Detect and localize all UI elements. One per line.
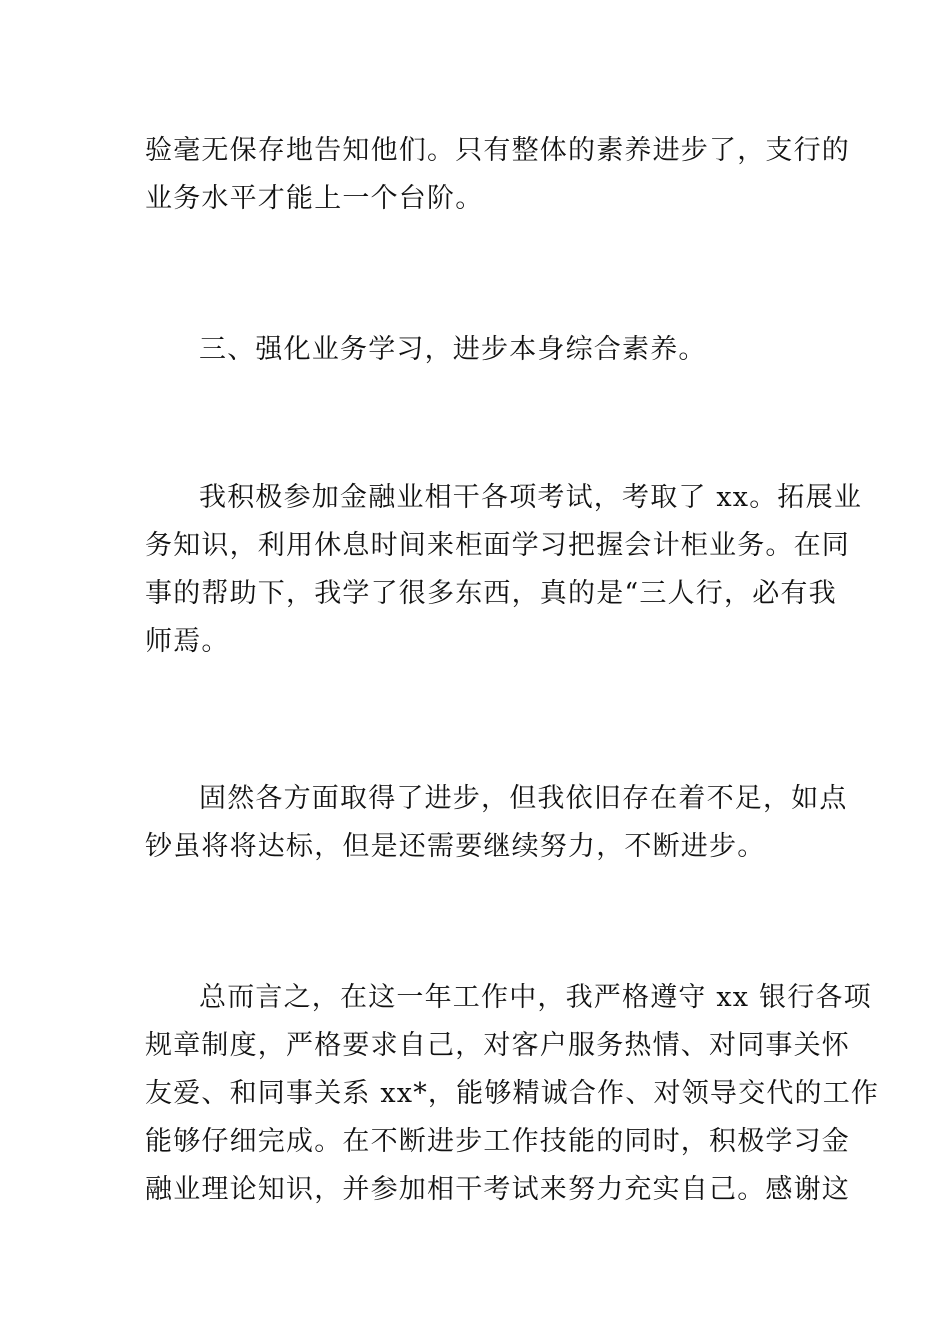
paragraph-line: 务知识，利用休息时间来柜面学习把握会计柜业务。在同 [145, 530, 850, 561]
paragraph-line: 融业理论知识，并参加相干考试来努力充实自己。感谢这 [145, 1174, 850, 1205]
paragraph-1 [145, 127, 850, 223]
paragraph-line: 业务水平才能上一个台阶。 [145, 183, 484, 214]
paragraph-3 [145, 474, 863, 666]
paragraph-line: 我积极参加金融业相干各项考试，考取了 xx。拓展业 [199, 482, 863, 513]
paragraph-line: 规章制度，严格要求自己，对客户服务热情、对同事关怀 [145, 1030, 850, 1061]
paragraph-line: 总而言之，在这一年工作中，我严格遵守 xx 银行各项 [199, 982, 872, 1013]
paragraph-line: 固然各方面取得了进步，但我依旧存在着不足，如点 [199, 783, 848, 814]
paragraph-line: 友爱、和同事关系 xx*，能够精诚合作、对领导交代的工作 [145, 1078, 880, 1109]
paragraph-5 [145, 974, 880, 1214]
heading-line: 三、强化业务学习，进步本身综合素养。 [199, 334, 707, 365]
paragraph-line: 验毫无保存地告知他们。只有整体的素养进步了，支行的 [145, 135, 850, 166]
paragraph-line: 能够仔细完成。在不断进步工作技能的同时，积极学习金 [145, 1126, 850, 1157]
paragraph-4 [145, 775, 848, 871]
section-heading [145, 326, 810, 374]
paragraph-line: 事的帮助下，我学了很多东西，真的是“三人行，必有我 [145, 578, 837, 609]
paragraph-line: 钞虽将将达标，但是还需要继续努力，不断进步。 [145, 831, 766, 862]
paragraph-line: 师焉。 [145, 626, 230, 657]
